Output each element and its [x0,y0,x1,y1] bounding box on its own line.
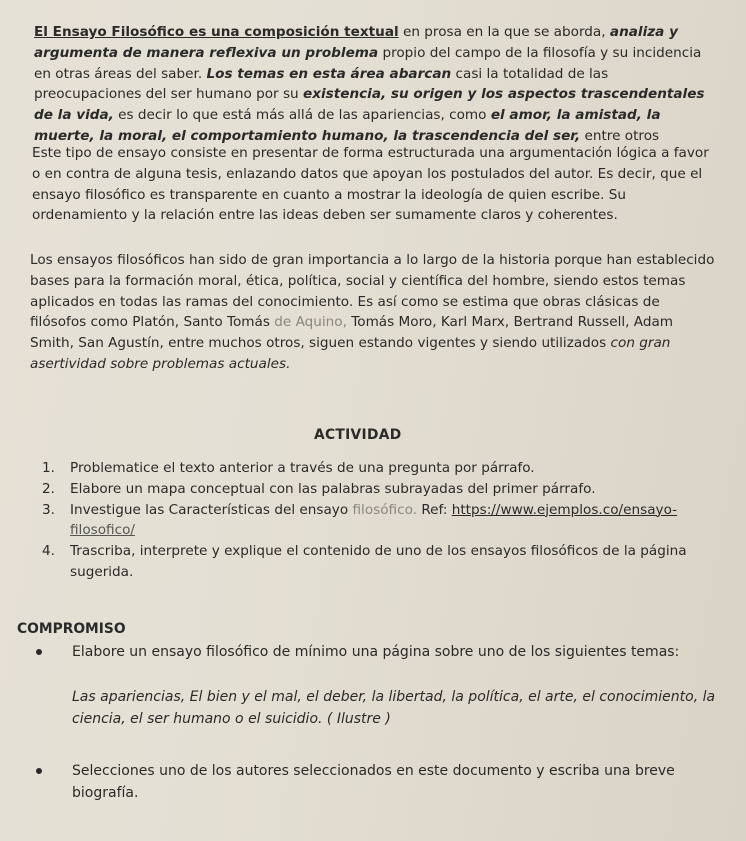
text-segment: Tomás Moro, Karl Marx, Bertrand Russell, Adam Smith, San Agustín, entre muchos otros, siguen estando vigentes y siendo utilizados [30,314,674,352]
list-item [18,458,718,479]
emphasis-text: el amor, la amistad, la muerte, la moral, el comportamiento humano, la trascendencia del ser, [34,107,661,144]
item-text: Investigue las Características del ensayo [70,501,353,518]
emphasis-text: analiza y argumenta de manera reflexiva un problema [34,24,678,61]
emphasis-text: Los temas en esta área abarcan [206,65,452,82]
reference-link[interactable]: https://www.ejemplos.co/ensayo- [451,501,678,518]
commitment-heading: COMPROMISO [17,621,126,637]
item-text: Problematice el texto anterior a través de una pregunta por párrafo. [70,460,535,476]
list-item [18,500,718,542]
faint-text: de Aquino, [274,314,347,331]
paragraph-history [30,250,715,375]
item-number: 1. [42,460,55,476]
reference-link-continued[interactable]: filosofico/ [70,522,135,539]
lead-bold-text: El Ensayo Filosófico es una composición textual [34,24,399,40]
italic-text: con gran asertividad sobre problemas actuales. [30,335,671,372]
paragraph-definition [34,22,714,147]
item-number: 3. [42,501,55,518]
list-item [18,541,718,583]
bullet-text: Selecciones uno de los autores seleccionados en este documento y escriba una breve biografía. [72,763,675,801]
text-segment: es decir lo que está más allá de las apariencias, como [113,107,491,124]
item-number: 4. [42,543,55,560]
commitment-list-2 [18,760,728,804]
list-item [18,760,728,804]
emphasis-text: existencia, su origen y los aspectos trascendentales de la vida, [34,86,705,124]
bullet-icon [36,649,42,655]
text-segment: en prosa en la que se aborda, [398,24,610,40]
text-segment: propio del campo de la filosofía y su incidencia en otras áreas del saber. [34,44,702,82]
item-text: Trascriba, interprete y explique el contenido de uno de los ensayos filosóficos de la página [70,543,687,560]
faint-text: filosófico. [352,501,417,518]
commitment-list [18,641,728,663]
essay-topics: Las apariencias, El bien y el mal, el deber, la libertad, la política, el arte, el conocimiento, la ciencia, el ser humano o el suicidio. ( Ilustre ) [72,689,716,727]
activity-heading: ACTIVIDAD [314,427,402,443]
activity-list [18,458,718,583]
text-segment: Los ensayos filosóficos han sido de gran importancia a lo largo de la historia porque han establecido bases para la formación moral, ética, política, social y científica del hombre, siendo estos temas aplicados en todas las ramas del conocimiento. Es así como se estima que obras clásicas de filósofos como Platón, Santo Tomás [30,252,715,331]
bullet-icon [36,768,42,774]
list-item [18,479,718,500]
item-text: Ref: [417,501,452,518]
list-item [18,641,728,663]
item-number: 2. [42,480,55,497]
item-text-continued: sugerida. [70,563,134,580]
bullet-text: Elabore un ensayo filosófico de mínimo una página sobre uno de los siguientes temas: [72,644,680,660]
item-text: Elabore un mapa conceptual con las palabras subrayadas del primer párrafo. [70,480,596,497]
text-segment: entre otros [580,127,660,144]
paragraph-structure: Este tipo de ensayo consiste en presentar de forma estructurada una argumentación lógica a favor o en contra de alguna tesis, enlazando datos que apoyan los postulados del autor. Es decir, que el ensayo filosófico es transparente en cuanto a mostrar la ideología de quien escribe. Su ordenamiento y la relación entre las ideas deben ser sumamente claros y coherentes. [32,145,709,224]
text-segment: casi la totalidad de las preocupaciones del ser humano por su [34,65,609,103]
